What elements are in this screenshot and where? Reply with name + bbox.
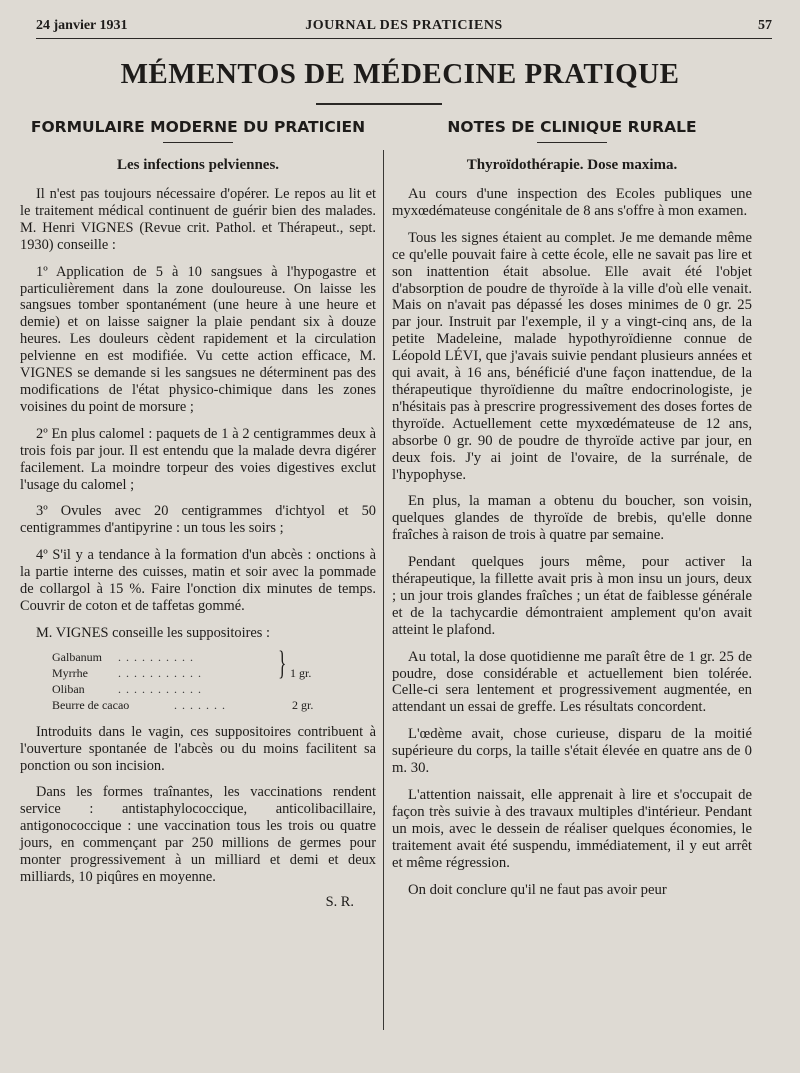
section-rule — [537, 142, 607, 143]
section-rule — [163, 142, 233, 143]
paragraph: Pendant quelques jours même, pour activer la thérapeutique, la fillette avait pris à mon insu un jours, deux ; un jour trois glandes fraîches ; un état de faiblesse générale et de la tachycardie démontraient amplement qu'on avait atteint le plafond. — [392, 554, 752, 638]
formula-row — [52, 682, 342, 698]
paragraph: L'œdème avait, chose curieuse, disparu de la moitié supérieure du corps, la taille s'était élevée en quatre ans de 0 m. 30. — [392, 726, 752, 777]
paragraph: 1º Application de 5 à 10 sangsues à l'hypogastre et particulièrement dans la zone douloureuse. On laisse les sangsues tomber spontanément (une heure à une heure et demie) et on laisse saigner la plaie pendant six à douze heures. Les douleurs cèdent rapidement et la circulation pelvienne en est modifiée. Vu cette action efficace, M. VIGNES se demande si les sangsues ne déterminent pas des modifications de l'état physico-chimique dans les zones voisines du point de morsure ; — [20, 263, 376, 415]
right-column — [392, 118, 752, 898]
article-title-thyroidotherapie: Thyroïdothérapie. Dose maxima. — [466, 157, 678, 173]
leader-dots: ........... — [118, 665, 206, 680]
leader-dots: .......... — [118, 649, 198, 664]
paragraph: 2º En plus calomel : paquets de 1 à 2 centigrammes deux à trois fois par jour. Il est entendu que la malade devra digérer facilement. La moindre torpeur des voies digestives exclut l'usage du calomel ; — [20, 425, 376, 493]
page-title: MÉMENTOS DE MÉDECINE PRATIQUE — [120, 58, 680, 90]
leader-dots: ........... — [118, 681, 206, 696]
brace-glyph: } — [278, 644, 287, 682]
formula-quantity: 2 gr. — [292, 697, 314, 712]
formula-ingredient: Beurre de cacao — [52, 697, 130, 712]
left-column — [20, 118, 376, 911]
title-underline — [316, 103, 442, 105]
running-header — [36, 18, 772, 38]
formula-quantity: 1 gr. — [290, 665, 312, 680]
page-number: 57 — [758, 18, 772, 33]
issue-date: 24 janvier 1931 — [36, 18, 128, 33]
paragraph: Tous les signes étaient au complet. Je me demande même ce qu'elle pouvait faire à cette école, elle ne savait pas lire et son inattention était absolue. Elle avait été l'objet d'absorption de poudre de thyroïde à la ville d'où elle venait. Mais on n'avait pas dépassé les doses minimes de 0 gr. 25 par jour. Instruit par l'exemple, il y a vingt-cinq ans, de la petite Madeleine, malade hypothyroïdienne connue de Léopold LÉVI, que j'avais suivie pendant plusieurs années et qui avait, à 16 ans, bénéficié d'une façon inattendue, de la thérapeutique thyroïdienne du maître endocrinologiste, je n'hésitais pas à prescrire progressivement des doses fortes de thyroïde. Actuellement cette myxœdémateuse de 12 ans, absorbe 0 gr. 90 de poudre de thyroïde active par jour, en deux fois. J'y ai joint de l'ovaire, de la surrénale, de l'hypophyse. — [392, 229, 752, 483]
paragraph: L'attention naissait, elle apprenait à lire et s'occupait de façon très suivie à des travaux multiples d'intérieur. Pendant un mois, avec le dessein de réaliser quelques économies, le traitement avait été suspendu, immédiatement, il y eut arrêt et même régression. — [392, 787, 752, 871]
suppository-formula — [52, 644, 342, 714]
article-title-infections: Les infections pelviennes. — [116, 157, 280, 173]
journal-name: JOURNAL DES PRATICIENS — [305, 18, 503, 33]
paragraph: Il n'est pas toujours nécessaire d'opérer. Le repos au lit et le traitement médical continuent de guérir bien des malades. M. Henri VIGNES (Revue crit. Pathol. et Thérapeut., sept. 1930) conseille : — [20, 186, 376, 253]
leader-dots: ....... — [174, 697, 230, 712]
paragraph: Au cours d'une inspection des Ecoles publiques une myxœdémateuse congénitale de 8 ans s'offre à mon examen. — [392, 186, 752, 219]
signature: S. R. — [325, 893, 354, 910]
paragraph: 3º Ovules avec 20 centigrammes d'ichtyol et 50 centigrammes d'antipyrine : un tous les soirs ; — [20, 503, 376, 537]
header-rule — [36, 38, 772, 39]
paragraph: Dans les formes traînantes, les vaccinations rendent service : antistaphylococcique, anticolibacillaire, antigonococcique : une vaccination tous les trois ou quatre jours, en commençant par 250 millions de germes pour monter progressivement à un milliard et demi et deux milliards, 10 piqûres en moyenne. — [20, 784, 376, 885]
paragraph: 4º S'il y a tendance à la formation d'un abcès : onctions à la partie interne des cuisses, matin et soir avec la pommade de collargol à 15 %. Faire l'onction dix minutes de temps. Couvrir de coton et de taffetas gommé. — [20, 547, 376, 614]
paragraph: On doit conclure qu'il ne faut pas avoir peur — [408, 881, 667, 898]
paragraph: Introduits dans le vagin, ces suppositoires contribuent à l'ouverture spontanée de l'abcès ou du moins facilitent sa ponction ou son incision. — [20, 723, 376, 774]
formula-row — [52, 650, 342, 666]
section-title-formulaire: FORMULAIRE MODERNE DU PRATICIEN — [30, 118, 366, 136]
paragraph: En plus, la maman a obtenu du boucher, son voisin, quelques glandes de thyroïde de brebis, qu'elle donne fraîches à raison de trois à quatre par semaine. — [392, 493, 752, 544]
formula-row — [52, 698, 342, 714]
formula-ingredient: Galbanum — [52, 649, 102, 664]
section-title-clinique: NOTES DE CLINIQUE RURALE — [447, 118, 697, 136]
formula-ingredient: Myrrhe — [52, 665, 88, 680]
formula-ingredient: Oliban — [52, 681, 85, 696]
column-divider — [383, 150, 384, 1030]
paragraph: M. VIGNES conseille les suppositoires : — [36, 624, 270, 641]
paragraph: Au total, la dose quotidienne me paraît être de 1 gr. 25 de poudre, dose considérable et actuellement bien tolérée. Celle-ci sera lentement et progressivement augmentée, en attendant un essai de greffe. Les résultats concordent. — [392, 648, 752, 716]
